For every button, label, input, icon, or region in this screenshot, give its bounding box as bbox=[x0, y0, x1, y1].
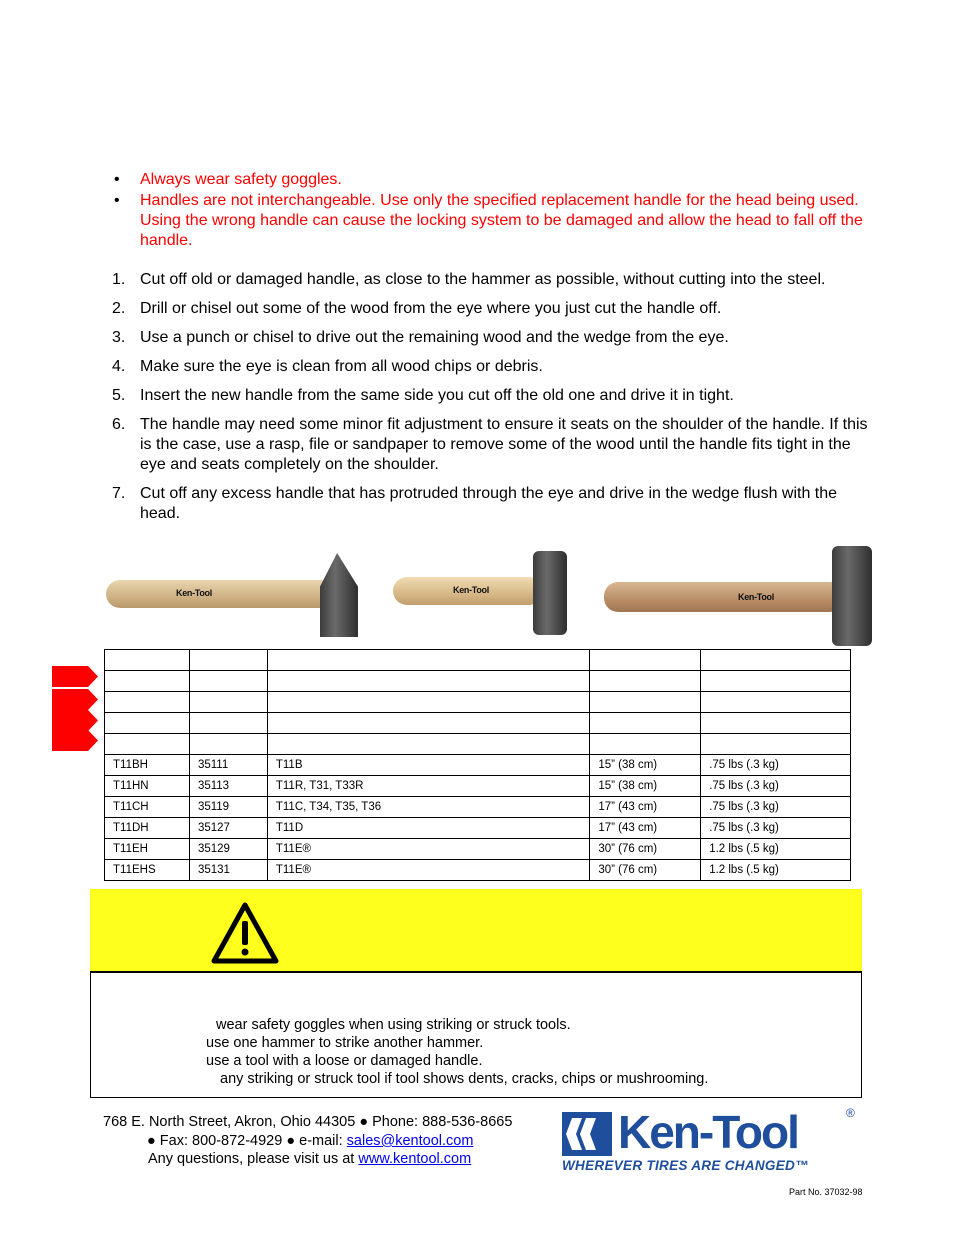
hammer-image-1 bbox=[106, 550, 362, 640]
hammer-brand-label: Ken-Tool bbox=[176, 588, 212, 598]
table-row bbox=[105, 713, 851, 734]
step-item bbox=[108, 415, 868, 475]
table-cell bbox=[105, 692, 190, 713]
step-text: Drill or chisel out some of the wood from the eye where you just cut the handle off. bbox=[140, 300, 722, 317]
handle-length: 30” (76 cm) bbox=[590, 860, 701, 881]
handle-weight: .75 lbs (.3 kg) bbox=[701, 755, 851, 776]
fits-models: T11D bbox=[267, 818, 589, 839]
item-number: 35111 bbox=[189, 755, 267, 776]
item-number: 35119 bbox=[189, 797, 267, 818]
table-row bbox=[105, 755, 851, 776]
handle-length: 30” (76 cm) bbox=[590, 839, 701, 860]
table-cell bbox=[189, 650, 267, 671]
table-cell bbox=[590, 671, 701, 692]
table-row bbox=[105, 839, 851, 860]
handle-part-number: T11BH bbox=[105, 755, 190, 776]
fits-models: T11E® bbox=[267, 839, 589, 860]
table-cell bbox=[267, 713, 589, 734]
table-cell bbox=[189, 713, 267, 734]
red-arrow-icon bbox=[52, 666, 98, 687]
replacement-steps bbox=[108, 270, 868, 533]
replacement-handle-table bbox=[104, 649, 851, 881]
handle-length: 15” (38 cm) bbox=[590, 755, 701, 776]
hammer-head bbox=[533, 551, 567, 635]
step-item bbox=[108, 484, 868, 524]
handle-length: 17” (43 cm) bbox=[590, 797, 701, 818]
table-cell bbox=[105, 671, 190, 692]
logo-wordmark: Ken-Tool bbox=[618, 1106, 798, 1158]
step-text: The handle may need some minor fit adjustment to ensure it seats on the shoulder of the handle. If this is the case, use a rasp, file or sandpaper to remove some of the wood until the handle fits tight in the eye and seats completely on the shoulder. bbox=[140, 416, 868, 473]
warning-line: use a tool with a loose or damaged handle. bbox=[206, 1053, 483, 1069]
safety-bullet-list bbox=[108, 170, 868, 252]
table-cell bbox=[701, 650, 851, 671]
safety-bullet-item bbox=[108, 170, 868, 190]
table-cell bbox=[189, 671, 267, 692]
fits-models: T11B bbox=[267, 755, 589, 776]
table-row bbox=[105, 818, 851, 839]
table-cell bbox=[267, 692, 589, 713]
handle-part-number: T11EHS bbox=[105, 860, 190, 881]
table-row bbox=[105, 797, 851, 818]
item-number: 35131 bbox=[189, 860, 267, 881]
step-number: 1. bbox=[112, 271, 126, 288]
handle-part-number: T11DH bbox=[105, 818, 190, 839]
table-row bbox=[105, 650, 851, 671]
logo-registered-mark: ® bbox=[846, 1106, 855, 1120]
table-cell bbox=[189, 692, 267, 713]
email-link[interactable]: sales@kentool.com bbox=[346, 1133, 474, 1149]
step-text: Insert the new handle from the same side you cut off the old one and drive it in tight. bbox=[140, 387, 734, 404]
red-arrow-icon bbox=[52, 689, 98, 710]
table-cell bbox=[105, 650, 190, 671]
handle-weight: .75 lbs (.3 kg) bbox=[701, 797, 851, 818]
fits-models: T11E® bbox=[267, 860, 589, 881]
logo-tagline: WHEREVER TIRES ARE CHANGED™ bbox=[562, 1158, 809, 1173]
item-number: 35129 bbox=[189, 839, 267, 860]
table-cell bbox=[701, 692, 851, 713]
table-cell bbox=[267, 671, 589, 692]
hammer-head bbox=[320, 553, 358, 637]
step-number: 2. bbox=[112, 300, 126, 317]
website-link[interactable]: www.kentool.com bbox=[358, 1151, 472, 1167]
table-cell bbox=[105, 734, 190, 755]
step-number: 6. bbox=[112, 416, 126, 433]
step-number: 7. bbox=[112, 485, 126, 502]
hammer-head bbox=[832, 546, 872, 646]
red-arrow-icon bbox=[52, 710, 98, 731]
table-row bbox=[105, 776, 851, 797]
hammer-brand-label: Ken-Tool bbox=[453, 585, 489, 595]
item-number: 35127 bbox=[189, 818, 267, 839]
step-text: Cut off old or damaged handle, as close to the hammer as possible, without cutting into the steel. bbox=[140, 271, 826, 288]
step-number: 3. bbox=[112, 329, 126, 346]
hammer-brand-label: Ken-Tool bbox=[738, 592, 774, 602]
bullet-glyph: • bbox=[114, 192, 120, 209]
step-item bbox=[108, 270, 868, 290]
table-cell bbox=[267, 734, 589, 755]
table-row bbox=[105, 734, 851, 755]
safety-bullet-text: Always wear safety goggles. bbox=[140, 171, 342, 188]
step-text: Make sure the eye is clean from all wood chips or debris. bbox=[140, 358, 543, 375]
table-row bbox=[105, 671, 851, 692]
safety-bullet-item bbox=[108, 191, 868, 251]
hammer-handle bbox=[106, 580, 338, 608]
handle-weight: .75 lbs (.3 kg) bbox=[701, 776, 851, 797]
warning-banner bbox=[90, 889, 862, 971]
table-cell bbox=[590, 734, 701, 755]
table-cell bbox=[267, 650, 589, 671]
hammer-image-3 bbox=[604, 544, 874, 648]
warning-line: any striking or struck tool if tool shows dents, cracks, chips or mushrooming. bbox=[220, 1071, 709, 1087]
ken-tool-logo bbox=[562, 1106, 862, 1176]
handle-length: 17” (43 cm) bbox=[590, 818, 701, 839]
logo-mark-icon bbox=[562, 1112, 612, 1156]
hammer-image-2 bbox=[393, 551, 573, 635]
part-number: Part No. 37032-98 bbox=[789, 1187, 863, 1197]
step-text: Cut off any excess handle that has protruded through the eye and drive in the wedge flush with the head. bbox=[140, 485, 838, 522]
handle-part-number: T11CH bbox=[105, 797, 190, 818]
table-cell bbox=[590, 650, 701, 671]
warning-box bbox=[90, 971, 862, 1098]
table-cell bbox=[590, 713, 701, 734]
fits-models: T11C, T34, T35, T36 bbox=[267, 797, 589, 818]
step-item bbox=[108, 299, 868, 319]
footer-questions-text: Any questions, please visit us at bbox=[148, 1151, 359, 1167]
table-cell bbox=[701, 734, 851, 755]
handle-part-number: T11HN bbox=[105, 776, 190, 797]
red-arrow-icon bbox=[52, 730, 98, 751]
safety-bullet-text: Handles are not interchangeable. Use only the specified replacement handle for the head being used. Using the wrong handle can cause the locking system to be damaged and allow the head to fall off the handle. bbox=[140, 192, 863, 249]
table-cell bbox=[701, 671, 851, 692]
warning-triangle-icon bbox=[210, 901, 280, 965]
step-item bbox=[108, 328, 868, 348]
item-number: 35113 bbox=[189, 776, 267, 797]
warning-line: wear safety goggles when using striking or struck tools. bbox=[216, 1017, 571, 1033]
step-number: 4. bbox=[112, 358, 126, 375]
table-row bbox=[105, 692, 851, 713]
table-cell bbox=[701, 713, 851, 734]
footer-fax: ● Fax: 800-872-4929 ● e-mail: bbox=[147, 1133, 347, 1149]
fits-models: T11R, T31, T33R bbox=[267, 776, 589, 797]
handle-weight: 1.2 lbs (.5 kg) bbox=[701, 860, 851, 881]
table-cell bbox=[189, 734, 267, 755]
table-cell bbox=[590, 692, 701, 713]
handle-length: 15” (38 cm) bbox=[590, 776, 701, 797]
footer-questions bbox=[148, 1149, 471, 1169]
table-row bbox=[105, 860, 851, 881]
footer-address: 768 E. North Street, Akron, Ohio 44305 ● Phone: 888-536-8665 bbox=[103, 1114, 513, 1130]
handle-part-number: T11EH bbox=[105, 839, 190, 860]
table-cell bbox=[105, 713, 190, 734]
step-text: Use a punch or chisel to drive out the remaining wood and the wedge from the eye. bbox=[140, 329, 729, 346]
handle-weight: .75 lbs (.3 kg) bbox=[701, 818, 851, 839]
warning-line: use one hammer to strike another hammer. bbox=[206, 1035, 484, 1051]
handle-weight: 1.2 lbs (.5 kg) bbox=[701, 839, 851, 860]
step-number: 5. bbox=[112, 387, 126, 404]
step-item bbox=[108, 386, 868, 406]
footer-fax-email bbox=[147, 1131, 473, 1151]
step-item bbox=[108, 357, 868, 377]
bullet-glyph: • bbox=[114, 171, 120, 188]
hammer-handle bbox=[604, 582, 844, 612]
